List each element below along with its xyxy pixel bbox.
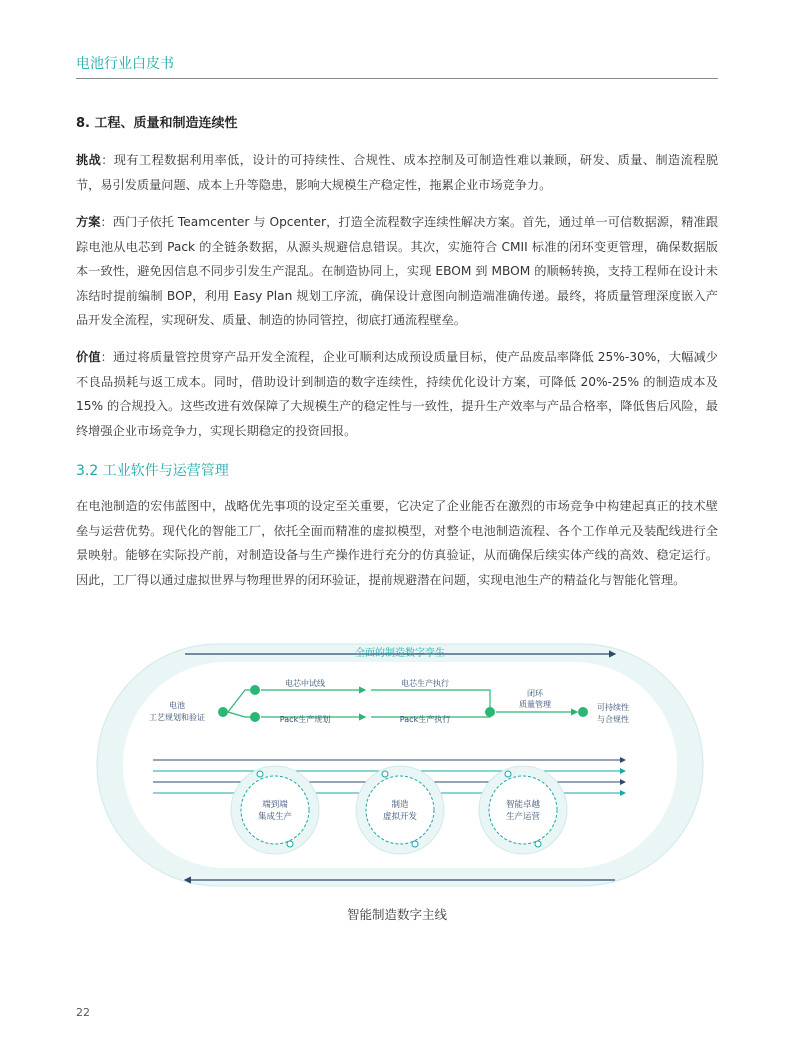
value-text: ：通过将质量管控贯穿产品开发全流程，企业可顺利达成预设质量目标，使产品废品率降低 25%-30%，大幅减少不良品损耗与返工成本。同时，借助设计到制造的数字连续性，持续优化设计方案，可降低 20%-25% 的制造成本及 15% 的合规投入。这些改进有效保障了大规模生产的稳定性与一致性，提升生产效率与产品合格率，降低售后风险，最终增强企业市场竞争力，实现长期稳定的投资回报。	[76, 350, 718, 438]
circle2-line2: 虚拟开发	[382, 812, 418, 822]
section-8-title: 8. 工程、质量和制造连续性	[76, 116, 238, 131]
top-label: 全面的制造数字孪生	[355, 648, 445, 659]
circle-virtual-dev	[356, 766, 444, 854]
circle3-line1: 智能卓越	[505, 800, 541, 810]
challenge-text: ：现有工程数据利用率低，设计的可持续性、合规性、成本控制及可制造性难以兼顾，研发、质量、制造流程脱节，易引发质量问题、成本上升等隐患，影响大规模生产稳定性，拖累企业市场竞争力。	[76, 153, 719, 192]
loop-label-line2: 质量管理	[519, 700, 551, 709]
solution-paragraph	[76, 210, 718, 333]
lower-branch-node	[250, 712, 260, 722]
challenge-paragraph	[76, 148, 718, 197]
challenge-label: 挑战	[76, 153, 102, 167]
circle2-line1: 制造	[391, 800, 409, 810]
header-divider	[76, 78, 718, 79]
start-node	[218, 707, 228, 717]
circle1-line1: 端到端	[262, 800, 288, 810]
circle1-line2: 集成生产	[257, 812, 293, 822]
page-number: 22	[76, 1006, 90, 1019]
end-label-line1: 可持续性	[597, 703, 629, 712]
value-label: 价值	[76, 350, 101, 364]
value-paragraph	[76, 345, 718, 443]
circle3-line2: 生产运营	[505, 812, 541, 822]
end-label-line2: 与合规性	[597, 715, 629, 724]
digital-thread-diagram	[95, 640, 705, 890]
end-node	[578, 707, 588, 717]
section-3-2-title: 3.2 工业软件与运营管理	[76, 463, 229, 479]
loop-label-line1: 闭环	[527, 689, 543, 698]
pack-plan-label: Pack生产规划	[279, 715, 331, 724]
start-label-line2: 工艺规划和验证	[149, 713, 205, 722]
solution-label: 方案	[76, 215, 101, 229]
pack-exec-label: Pack生产执行	[399, 715, 451, 724]
cell-exec-label: 电芯生产执行	[401, 679, 449, 688]
circle-smart-ops	[479, 766, 567, 854]
cell-pilot-label: 电芯中试线	[285, 679, 325, 688]
upper-branch-node	[250, 685, 260, 695]
start-label-line1: 电池	[169, 701, 185, 710]
loop-node	[485, 707, 495, 717]
section-3-2-body: 在电池制造的宏伟蓝图中，战略优先事项的设定至关重要，它决定了企业能否在激烈的市场竞争中构建起真正的技术壁垒与运营优势。现代化的智能工厂，依托全面而精准的虚拟模型，对整个电池制造流程、各个工作单元及装配线进行全景映射。能够在实际投产前，对制造设备与生产操作进行充分的仿真验证，从而确保后续实体产线的高效、稳定运行。因此，工厂得以通过虚拟世界与物理世界的闭环验证，提前规避潜在问题，实现电池生产的精益化与智能化管理。	[76, 499, 718, 587]
figure-caption: 智能制造数字主线	[346, 907, 447, 922]
header-title: 电池行业白皮书	[76, 56, 174, 72]
solution-text: ：西门子依托 Teamcenter 与 Opcenter，打造全流程数字连续性解决方案。首先，通过单一可信数据源，精准跟踪电池从电芯到 Pack 的全链条数据，从源头规避信息错误。其次，实施符合 CMII 标准的闭环变更管理，确保数据版本一致性，避免因信息不同步引发生产混乱。在制造协同上，实现 EBOM 到 MBOM 的顺畅转换，支持工程师在设计未冻结时提前编制 BOP，利用 Easy Plan 规划工序流，确保设计意图向制造端准确传递。最终，将质量管理深度嵌入产品开发全流程，实现研发、质量、制造的协同管控，彻底打通流程壁垒。	[76, 215, 718, 327]
circle-end-to-end	[231, 766, 319, 854]
